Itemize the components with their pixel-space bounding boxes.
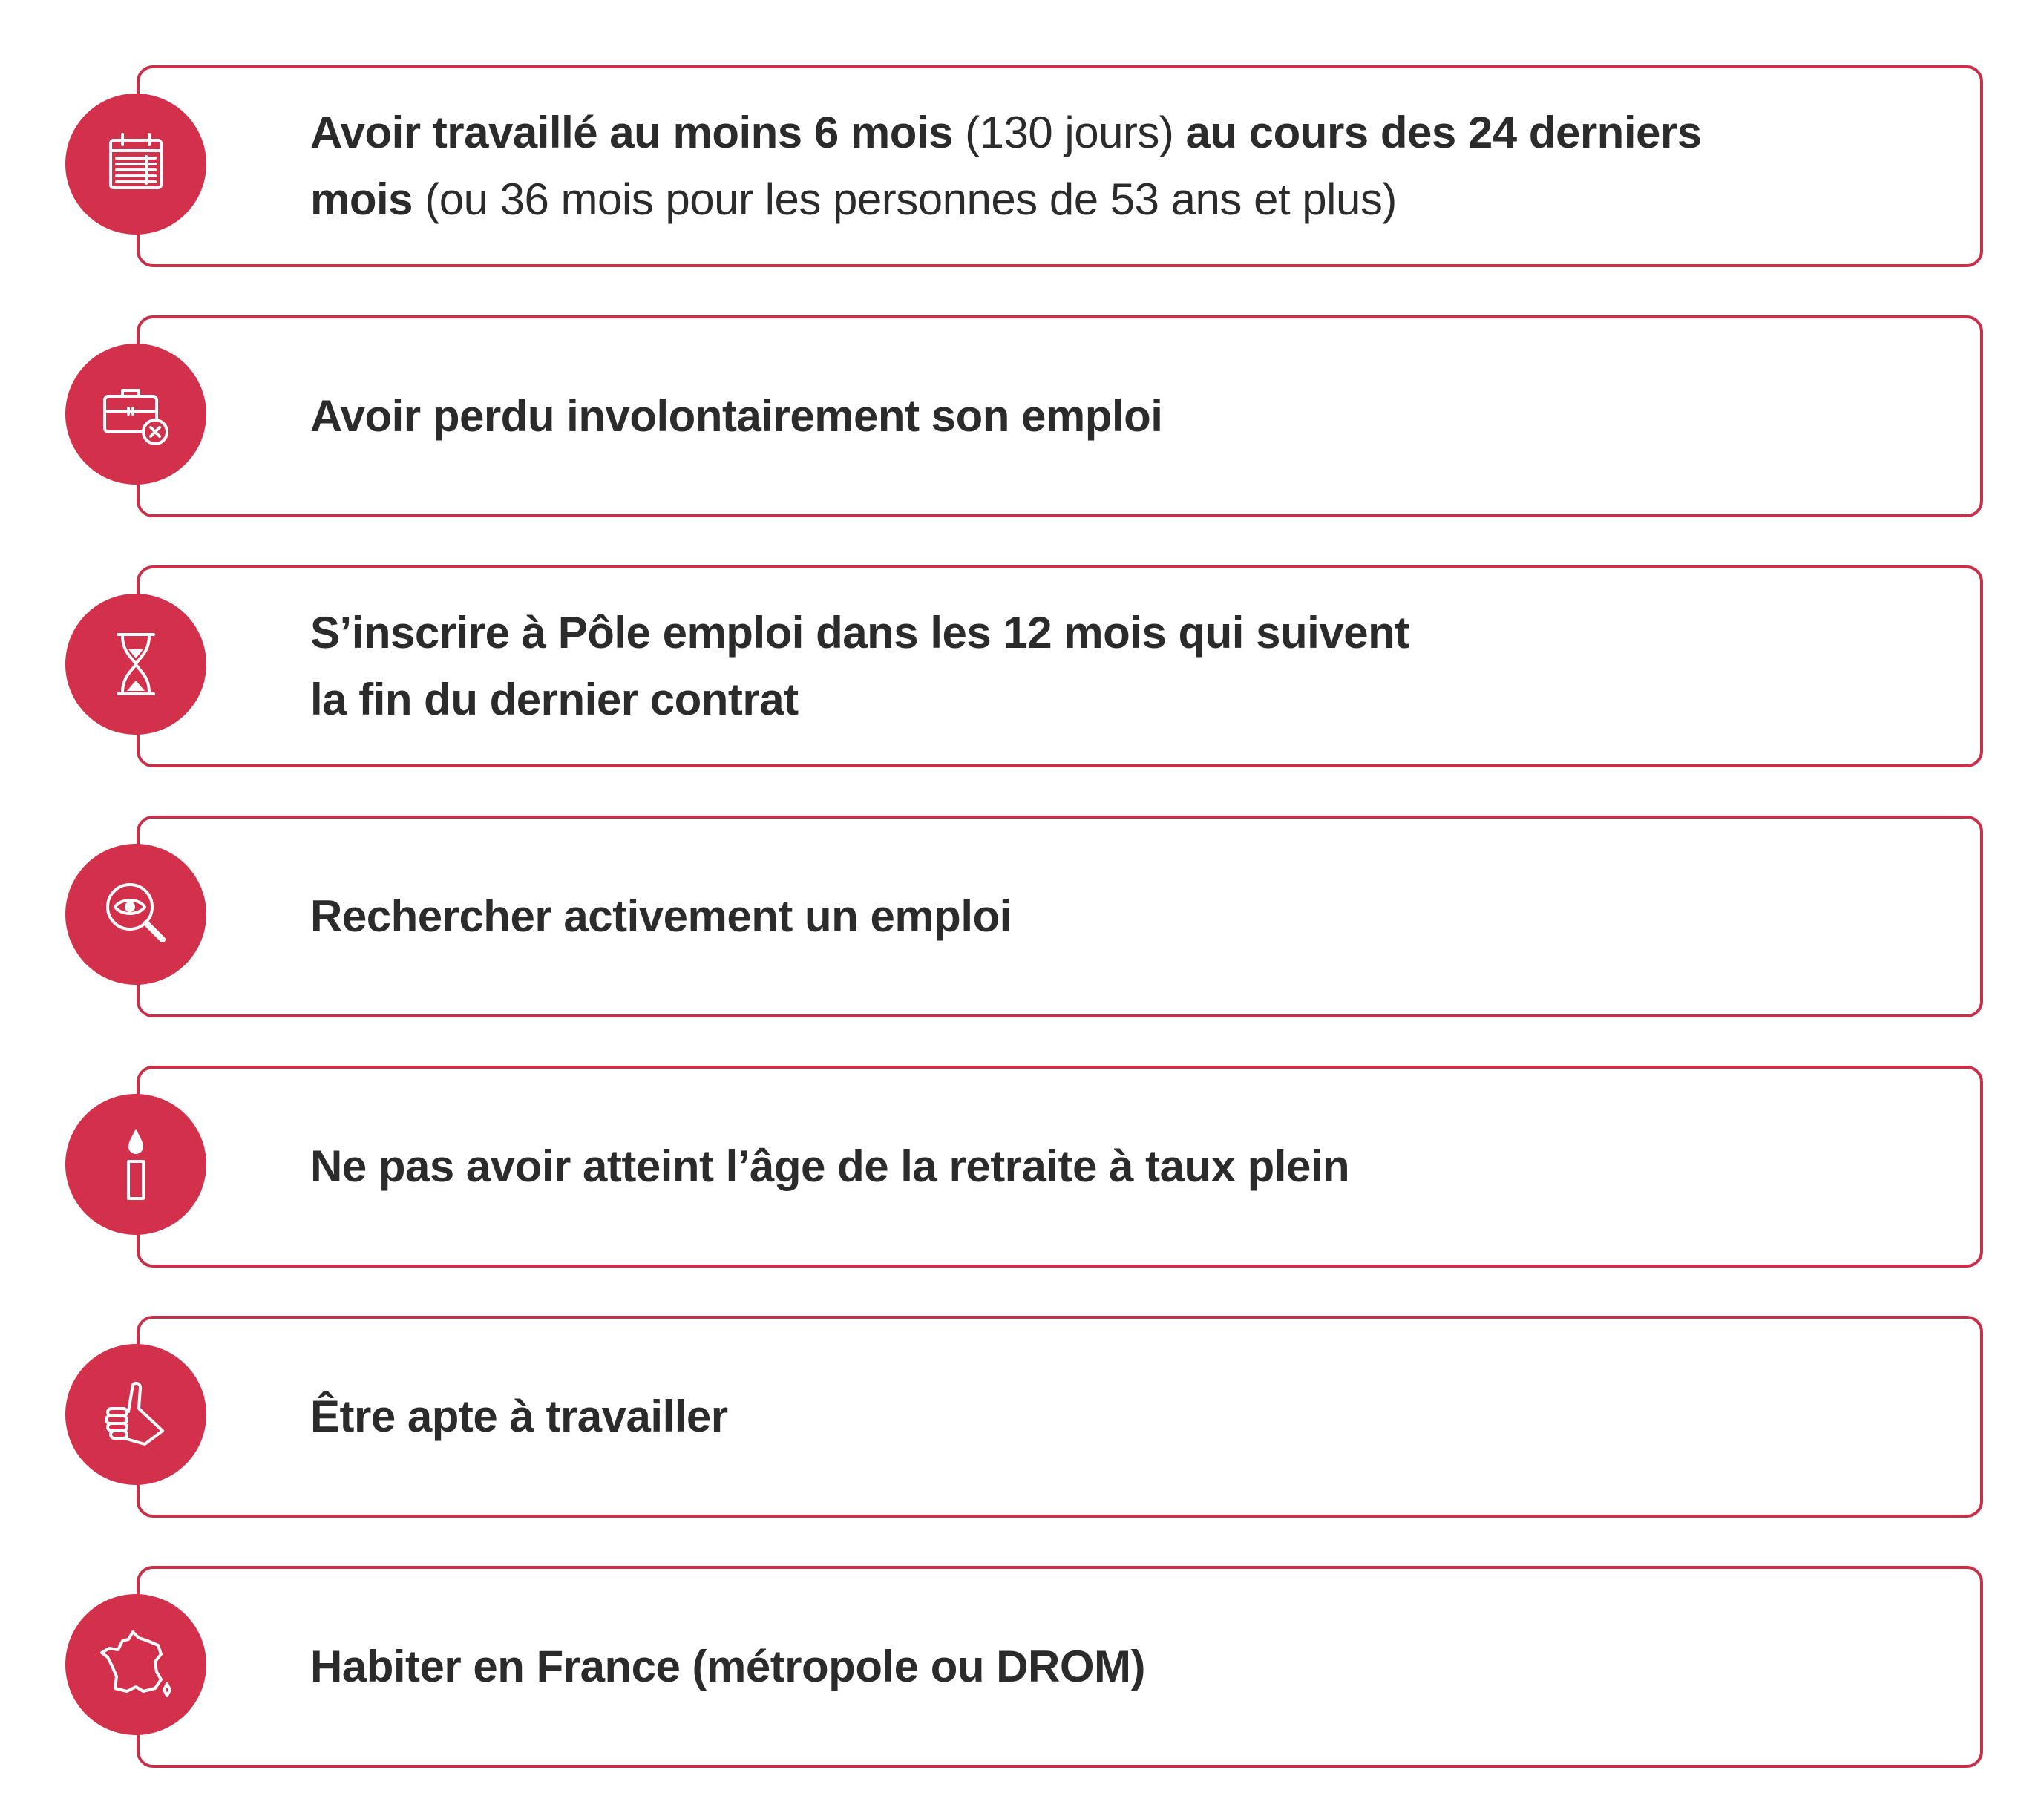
condition-item-work-duration	[65, 65, 1989, 267]
condition-line-1: Rechercher activement un emploi	[310, 891, 1012, 941]
condition-item-registration	[65, 565, 1989, 767]
condition-line-2	[310, 166, 1943, 233]
hourglass-icon	[91, 620, 180, 709]
condition-text	[310, 816, 1943, 1017]
candle-icon	[91, 1120, 180, 1209]
condition-text	[310, 65, 1943, 267]
condition-item-residence	[65, 1566, 1989, 1768]
thumbs-up-icon	[91, 1370, 180, 1459]
icon-badge	[65, 844, 206, 985]
condition-text	[310, 1066, 1943, 1268]
icon-badge	[65, 1344, 206, 1485]
condition-line-1: Ne pas avoir atteint l’âge de la retraite à taux plein	[310, 1141, 1350, 1191]
condition-text	[310, 1566, 1943, 1768]
light-segment: (130 jours)	[952, 108, 1186, 157]
icon-badge	[65, 344, 206, 485]
condition-item-job-search	[65, 816, 1989, 1017]
condition-text	[310, 315, 1943, 517]
bold-segment: au cours des 24 derniers	[1185, 108, 1702, 157]
condition-line-2: la fin du dernier contrat	[310, 675, 799, 724]
icon-badge	[65, 1094, 206, 1235]
france-map-icon	[91, 1620, 180, 1709]
condition-line-1	[310, 99, 1943, 166]
condition-line-1: Être apte à travailler	[310, 1391, 728, 1441]
light-segment: (ou 36 mois pour les personnes de 53 ans et plus)	[413, 174, 1397, 224]
condition-item-retirement-age	[65, 1066, 1989, 1268]
condition-line-1: Habiter en France (métropole ou DROM)	[310, 1642, 1145, 1691]
bold-segment: mois	[310, 174, 413, 224]
icon-badge	[65, 94, 206, 235]
calendar-icon	[91, 119, 180, 209]
condition-item-fit-to-work	[65, 1316, 1989, 1518]
bold-segment: Avoir travaillé au moins 6 mois	[310, 108, 953, 157]
condition-item-job-loss	[65, 315, 1989, 517]
condition-line-1: Avoir perdu involontairement son emploi	[310, 391, 1163, 441]
condition-text	[310, 565, 1943, 767]
icon-badge	[65, 1594, 206, 1735]
condition-line-1: S’inscrire à Pôle emploi dans les 12 mois qui suivent	[310, 608, 1409, 658]
icon-badge	[65, 594, 206, 735]
magnifier-eye-icon	[91, 870, 180, 959]
condition-text	[310, 1316, 1943, 1518]
briefcase-cancel-icon	[91, 370, 180, 459]
